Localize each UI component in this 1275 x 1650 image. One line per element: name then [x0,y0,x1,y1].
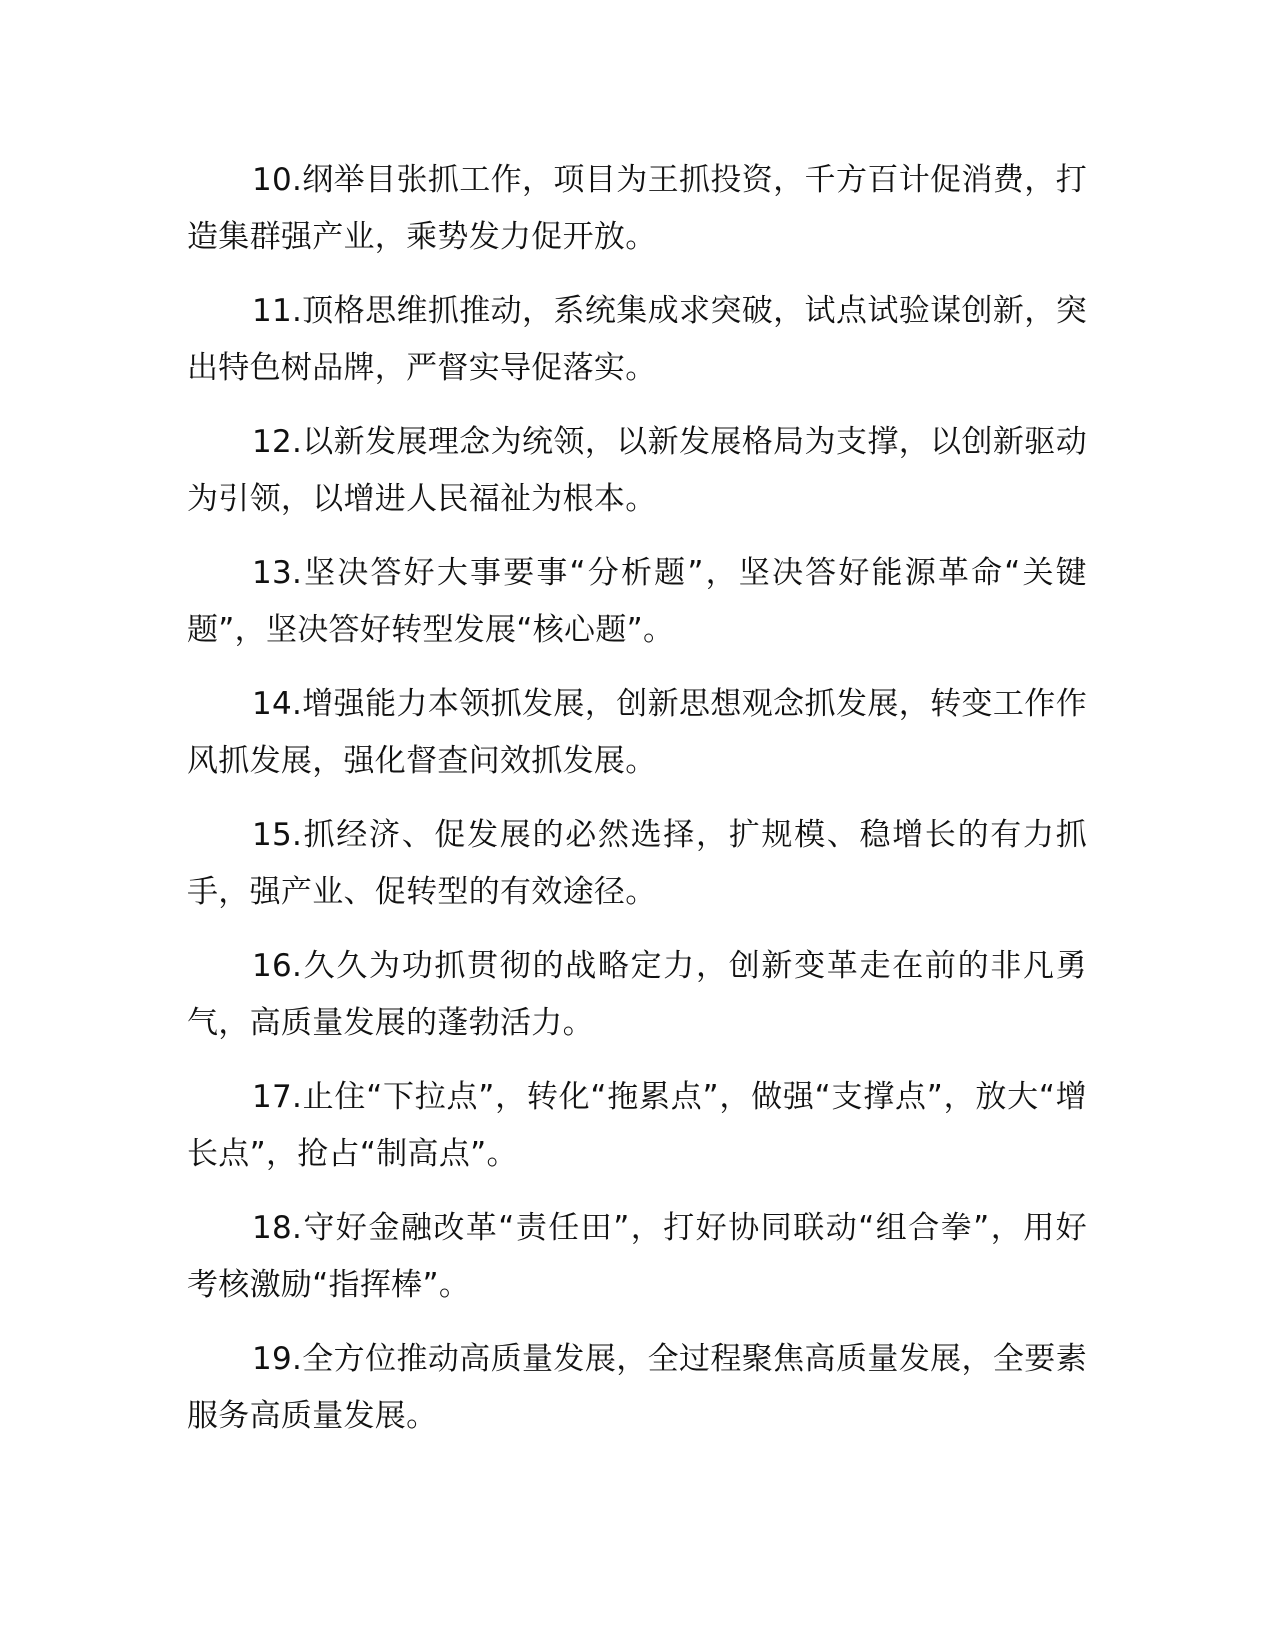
paragraph-14: 14.增强能力本领抓发展，创新思想观念抓发展，转变工作作风抓发展，强化督查问效抓发展。 [187,686,1087,779]
paragraph-19: 19.全方位推动高质量发展，全过程聚焦高质量发展，全要素服务高质量发展。 [187,1341,1087,1434]
paragraph-11: 11.顶格思维抓推动，系统集成求突破，试点试验谋创新，突出特色树品牌，严督实导促落实。 [187,293,1087,386]
document-body [187,152,1087,1462]
paragraph-17: 17.止住“下拉点”，转化“拖累点”，做强“支撑点”，放大“增长点”，抢占“制高点”。 [187,1079,1087,1172]
paragraph-10: 10.纲举目张抓工作，项目为王抓投资，千方百计促消费，打造集群强产业，乘势发力促开放。 [187,162,1087,255]
paragraph-13: 13.坚决答好大事要事“分析题”，坚决答好能源革命“关键题”，坚决答好转型发展“核心题”。 [187,555,1087,648]
paragraph-12: 12.以新发展理念为统领，以新发展格局为支撑，以创新驱动为引领，以增进人民福祉为根本。 [187,424,1087,517]
paragraph-16: 16.久久为功抓贯彻的战略定力，创新变革走在前的非凡勇气，高质量发展的蓬勃活力。 [187,948,1087,1041]
paragraph-18: 18.守好金融改革“责任田”，打好协同联动“组合拳”，用好考核激励“指挥棒”。 [187,1210,1087,1303]
paragraph-15: 15.抓经济、促发展的必然选择，扩规模、稳增长的有力抓手，强产业、促转型的有效途径。 [187,817,1087,910]
